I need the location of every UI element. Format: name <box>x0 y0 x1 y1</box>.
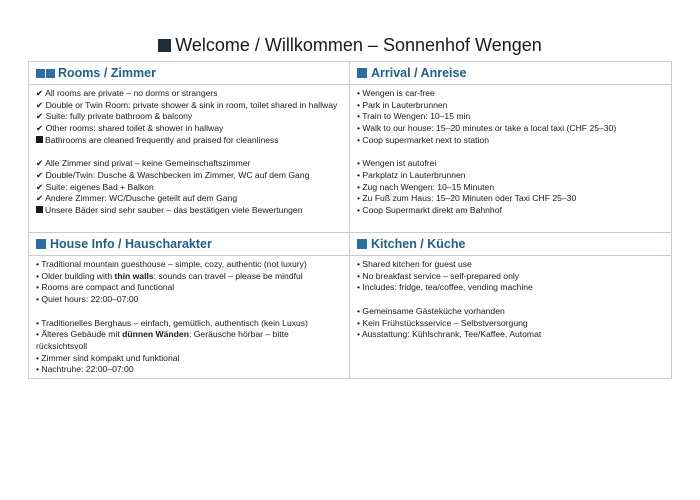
list-item: ✔ Alle Zimmer sind privat – keine Gemeinschaftszimmer <box>36 158 251 169</box>
list-item: • Wengen ist autofrei <box>357 158 437 169</box>
rooms-body <box>29 85 349 217</box>
list-item: • No breakfast service – self-prepared only <box>357 270 520 281</box>
square-icon <box>46 69 55 78</box>
list-item: • Park in Lauterbrunnen <box>357 99 448 110</box>
square-icon <box>36 69 45 78</box>
list-item: • Traditionelles Berghaus – einfach, gemütlich, authentisch (kein Luxus) <box>36 317 308 328</box>
list-item: • Nachtruhe: 22:00–07:00 <box>36 364 134 375</box>
page-title <box>0 33 700 57</box>
square-bullet-icon <box>36 136 43 143</box>
spacer <box>357 147 664 159</box>
list-item: • Quiet hours: 22:00–07:00 <box>36 294 139 305</box>
arrival-body <box>350 85 671 217</box>
square-icon <box>357 68 367 78</box>
arrival-heading <box>350 62 671 85</box>
list-item: • Coop supermarket next to station <box>357 134 489 145</box>
list-item: • Traditional mountain guesthouse – simple, cozy, authentic (not luxury) <box>36 259 307 269</box>
square-icon <box>36 239 46 249</box>
rooms-heading-text: Rooms / Zimmer <box>58 66 156 80</box>
list-item: Unsere Bäder sind sehr sauber – das bestätigen viele Bewertungen <box>36 205 342 217</box>
arrival-section <box>350 62 671 232</box>
list-item: ✔ Suite: eigenes Bad + Balkon <box>36 181 154 192</box>
list-item: • Shared kitchen for guest use <box>357 259 472 269</box>
list-item: • Includes: fridge, tea/coffee, vending machine <box>357 282 533 293</box>
square-icon <box>158 39 171 52</box>
list-item: ✔ Andere Zimmer: WC/Dusche geteilt auf dem Gang <box>36 193 238 204</box>
list-item: • Gemeinsame Gästeküche vorhanden <box>357 305 505 316</box>
list-item: ✔ Other rooms: shared toilet & shower in hallway <box>36 123 224 134</box>
list-item: ✔ Double/Twin: Dusche & Waschbecken im Zimmer, WC auf dem Gang <box>36 169 310 180</box>
list-item: • Zimmer sind kompakt und funktional <box>36 352 180 363</box>
kitchen-heading <box>350 233 671 256</box>
list-item: • Rooms are compact and functional <box>36 282 175 293</box>
list-item: • Train to Wengen: 10–15 min <box>357 111 471 122</box>
square-icon <box>357 239 367 249</box>
rooms-heading <box>29 62 349 85</box>
spacer <box>36 147 342 159</box>
list-item: • Älteres Gebäude mit dünnen Wänden: Geräusche hörbar – bitte rücksichtsvoll <box>36 329 289 351</box>
info-table <box>28 61 672 379</box>
kitchen-section <box>350 233 671 379</box>
list-item: • Wengen is car-free <box>357 88 435 98</box>
house-info-heading-text: House Info / Hauscharakter <box>50 237 212 251</box>
spacer <box>357 294 664 306</box>
list-item: • Coop Supermarkt direkt am Bahnhof <box>357 205 502 216</box>
list-item: ✔ Double or Twin Room: private shower & sink in room, toilet shared in hallway <box>36 99 338 110</box>
list-item: • Zug nach Wengen: 10–15 Minuten <box>357 181 495 192</box>
list-item: • Parkplatz in Lauterbrunnen <box>357 169 466 180</box>
spacer <box>36 306 342 318</box>
kitchen-heading-text: Kitchen / Küche <box>371 237 466 251</box>
house-info-heading <box>29 233 349 256</box>
house-info-body <box>29 256 349 376</box>
list-item: ✔ Suite: fully private bathroom & balcony <box>36 111 193 122</box>
page-title-text: Welcome / Willkommen – Sonnenhof Wengen <box>175 35 542 55</box>
list-item: • Walk to our house: 15–20 minutes or take a local taxi (CHF 25–30) <box>357 123 617 134</box>
list-item: ✔ All rooms are private – no dorms or strangers <box>36 88 218 98</box>
list-item: • Kein Frühstücksservice – Selbstversorgung <box>357 317 528 328</box>
list-item: • Ausstattung: Kühlschrank, Tee/Kaffee, Automat <box>357 329 542 340</box>
house-info-section <box>29 233 349 379</box>
list-item: Bathrooms are cleaned frequently and praised for cleanliness <box>36 135 342 147</box>
arrival-heading-text: Arrival / Anreise <box>371 66 467 80</box>
list-item: • Older building with thin walls: sounds can travel – please be mindful <box>36 270 303 281</box>
rooms-section <box>29 62 349 232</box>
list-item: • Zu Fuß zum Haus: 15–20 Minuten oder Taxi CHF 25–30 <box>357 193 577 204</box>
kitchen-body <box>350 256 671 341</box>
square-bullet-icon <box>36 206 43 213</box>
